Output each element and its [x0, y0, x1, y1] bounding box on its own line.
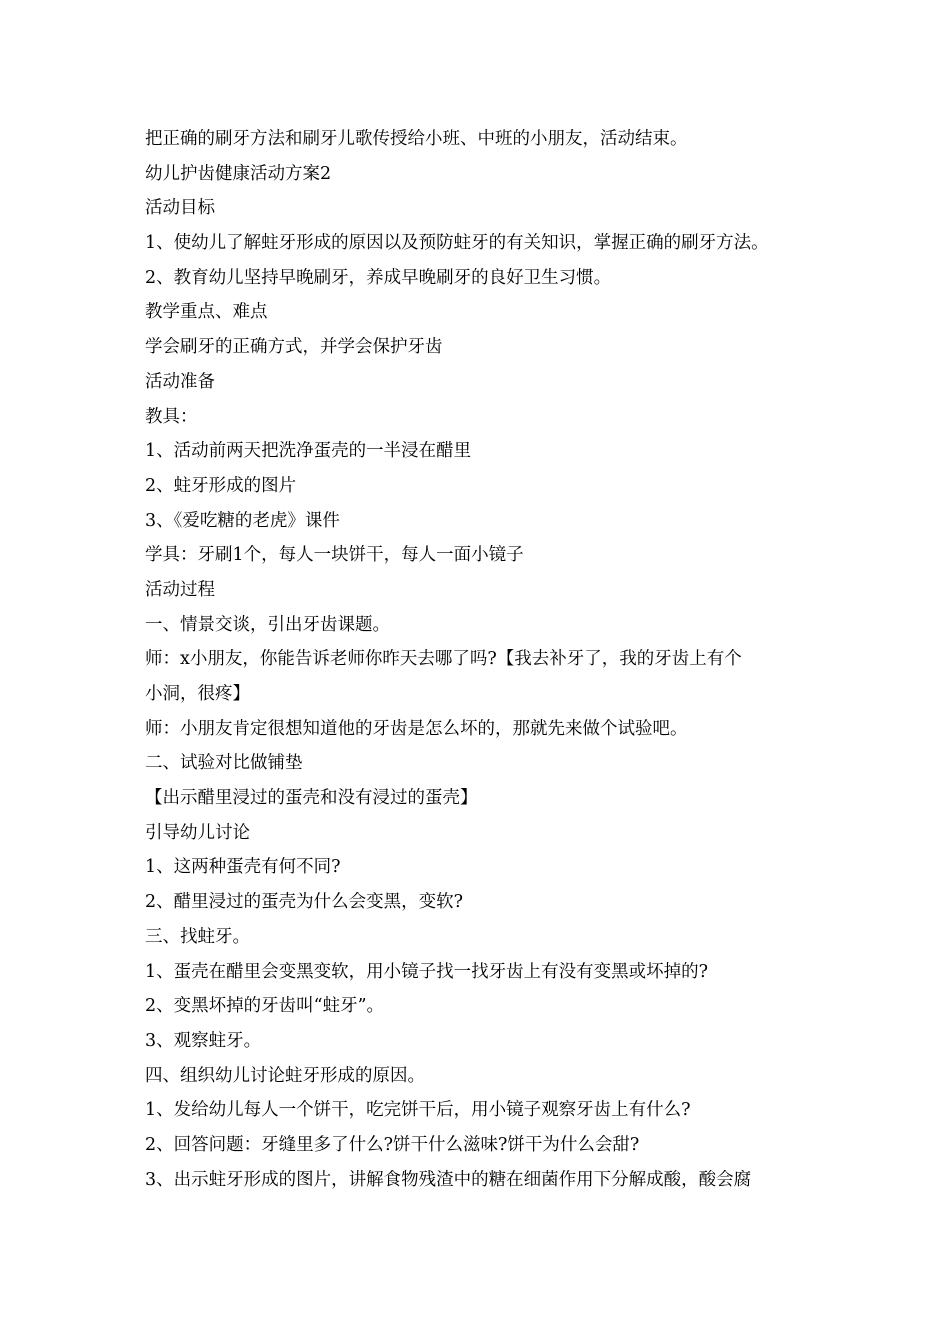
- text-line: 把正确的刷牙方法和刷牙儿歌传授给小班、中班的小朋友，活动结束。: [145, 129, 688, 149]
- text-line: 【出示醋里浸过的蛋壳和没有浸过的蛋壳】: [145, 788, 478, 809]
- document-body: [145, 122, 825, 1197]
- text-line: 3、观察蛀牙。: [145, 1030, 262, 1051]
- text-line: 1、使幼儿了解蛀牙形成的原因以及预防蛀牙的有关知识，掌握正确的刷牙方法。: [145, 233, 769, 254]
- section-heading: 活动准备: [145, 371, 215, 392]
- text-line: 3、出示蛀牙形成的图片，讲解食物残渣中的糖在细菌作用下分解成酸，酸会腐: [145, 1169, 752, 1190]
- text-line: 二、试验对比做铺垫: [145, 753, 303, 774]
- text-line: 四、组织幼儿讨论蛀牙形成的原因。: [145, 1065, 425, 1086]
- text-line: 1、活动前两天把洗净蛋壳的一半浸在醋里: [145, 441, 472, 462]
- text-line: 三、找蛀牙。: [145, 926, 250, 947]
- text-line: 一、情景交谈，引出牙齿课题。: [145, 614, 390, 635]
- text-line: 2、教育幼儿坚持早晚刷牙，养成早晚刷牙的良好卫生习惯。: [145, 267, 612, 288]
- section-heading: 活动目标: [145, 198, 215, 219]
- text-line: 2、醋里浸过的蛋壳为什么会变黑，变软?: [145, 892, 464, 913]
- text-line: 引导幼儿讨论: [145, 822, 250, 843]
- text-line: 1、这两种蛋壳有何不同?: [145, 857, 341, 878]
- section-heading: 教学重点、难点: [145, 302, 268, 323]
- text-line: 小洞，很疼】: [145, 684, 250, 704]
- text-line: 教具：: [145, 406, 198, 427]
- text-line: 2、蛀牙形成的图片: [145, 475, 297, 496]
- text-line: 师：小朋友肯定很想知道他的牙齿是怎么坏的，那就先来做个试验吧。: [145, 718, 688, 739]
- text-line: 学具：牙刷1个，每人一块饼干，每人一面小镜子: [145, 545, 524, 566]
- text-line: 2、变黑坏掉的牙齿叫“蛀牙”。: [145, 996, 385, 1017]
- text-line: 师：x小朋友，你能告诉老师你昨天去哪了吗?【我去补牙了，我的牙齿上有个: [145, 649, 742, 670]
- text-line: 1、蛋壳在醋里会变黑变软，用小镜子找一找牙齿上有没有变黑或坏掉的?: [145, 961, 709, 982]
- text-line: 3、《爱吃糖的老虎》课件: [145, 510, 340, 531]
- section-title: 幼儿护齿健康活动方案2: [145, 163, 332, 184]
- text-line: 学会刷牙的正确方式，并学会保护牙齿: [145, 337, 443, 358]
- text-line: 2、回答问题：牙缝里多了什么?饼干什么滋味?饼干为什么会甜?: [145, 1134, 640, 1155]
- section-heading: 活动过程: [145, 579, 215, 600]
- text-line: 1、发给幼儿每人一个饼干，吃完饼干后，用小镜子观察牙齿上有什么?: [145, 1100, 691, 1121]
